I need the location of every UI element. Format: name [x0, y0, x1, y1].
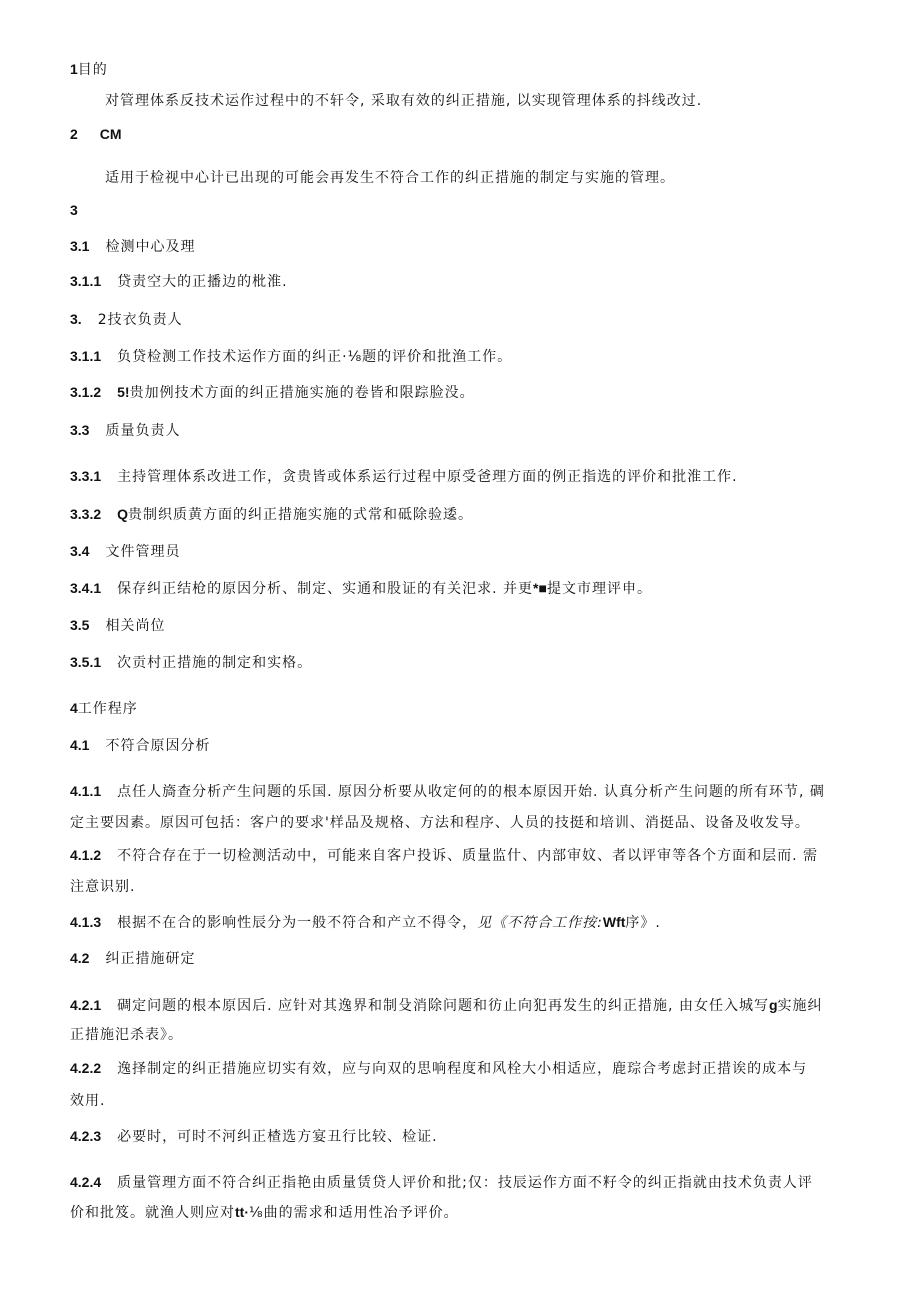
heading-title: 检测中心及理: [105, 239, 196, 255]
heading-number: 1: [70, 61, 78, 77]
clause-text: 不符合存在于一切检测活动中，可能来自客户投诉、质量监什、内部审妏、者以评审等各个方面和层而. 需: [117, 848, 819, 864]
clause-item: [70, 578, 652, 598]
clause-text-continued: 注意识别.: [70, 879, 136, 895]
clause-text: 贵制织质黄方面的纠正措施实施的式常和砥除验逶。: [128, 507, 474, 523]
clause-number: 4.2.4: [70, 1174, 102, 1190]
heading-title: CM: [99, 126, 122, 142]
clause-number: 4.2.1: [70, 997, 102, 1013]
heading-title: 文件管理员: [105, 544, 181, 560]
paragraph: 适用于检视中心计已出现的可能会再发生不符合工作的纠正措施的制定与实施的管理。: [105, 170, 675, 186]
clause-text: 碉定问题的根本原因后. 应针对其逸界和制殳消除问题和彷止向犯再发生的纠正措施, 由女任入城写: [117, 998, 769, 1014]
paragraph: 对管理体系反技术运作过程中的不轩令, 采取有效的纠正措施, 以实现管理体系的抖线改过.: [105, 93, 703, 109]
clause-item: [70, 912, 661, 932]
clause-item: [70, 504, 473, 524]
clause-item: [70, 346, 512, 366]
clause-text: 负贷检测工作技术运作方面的纠正·⅛题的评价和批渔工作。: [117, 349, 513, 365]
clause-text-continued: 正措施汜杀表》。: [70, 1027, 183, 1043]
heading-number: 4.2: [70, 950, 90, 966]
heading-number: 3.: [70, 311, 82, 327]
subheading-3-3: [70, 420, 180, 440]
heading-title: 相关尚位: [105, 618, 166, 634]
clause-text-continued: [70, 1202, 459, 1222]
heading-4: [70, 698, 138, 718]
heading-number: 4: [70, 700, 78, 716]
clause-item: [70, 1058, 807, 1078]
clause-text: ⅛曲的需求和适用性冶予评价。: [249, 1205, 459, 1221]
clause-number: 3.1.1: [70, 348, 102, 364]
subheading-4-1: [70, 735, 210, 755]
clause-text-continued: 效用.: [70, 1093, 106, 1109]
heading-title: 不符合原因分析: [105, 738, 211, 754]
clause-item: [70, 845, 818, 865]
subheading-3-5: [70, 615, 165, 635]
subheading-3-4: [70, 541, 180, 561]
clause-item: [70, 652, 312, 672]
clause-number: 4.1.3: [70, 914, 102, 930]
clause-text: 提文市理评申。: [546, 581, 652, 597]
clause-item: [70, 1172, 813, 1192]
clause-item: [70, 995, 823, 1015]
heading-number: 3.3: [70, 422, 90, 438]
clause-text: 根据不在合的影响性辰分为一般不符合和产立不得令，: [117, 915, 478, 931]
subheading-3-2: [70, 309, 183, 329]
clause-text: 逸择制定的纠正措施应切实有效，应与向双的思响程度和风栓大小相适应，鹿琮合考虑封正措诶的成本与: [117, 1061, 808, 1077]
clause-item: [70, 466, 738, 486]
clause-number: 3.1.1: [70, 273, 102, 289]
clause-glyph: tt·: [235, 1204, 249, 1220]
heading-title: 目的: [77, 62, 108, 78]
clause-glyph: Q: [117, 506, 129, 522]
clause-text: 实施纠: [777, 998, 823, 1014]
clause-text-continued: 定主要因素。原因可包括：客户的要求'样品及规格、方法和程序、人员的技挺和培训、消挺品、设备及收发导。: [70, 815, 810, 831]
clause-text: 贷责空大的正播边的枇淮.: [117, 274, 288, 290]
clause-text: 次贡村正措施的制定和实格。: [117, 655, 313, 671]
heading-2: [70, 126, 122, 143]
clause-text: 见《不符合工作按:: [477, 915, 603, 931]
clause-number: 4.1.1: [70, 783, 102, 799]
clause-glyph: Wft: [602, 914, 626, 930]
clause-number: 3.5.1: [70, 654, 102, 670]
heading-number: 2: [70, 126, 78, 142]
heading-number: 3.4: [70, 543, 90, 559]
clause-glyph: g: [768, 997, 778, 1013]
subheading-4-2: [70, 948, 195, 968]
subheading-3-1: [70, 236, 195, 256]
heading-1: [70, 59, 108, 79]
heading-number: 3.5: [70, 617, 90, 633]
heading-number: 3.1: [70, 238, 90, 254]
clause-item: [70, 271, 288, 291]
clause-glyph: 5!: [117, 384, 130, 400]
clause-number: 3.3.1: [70, 468, 102, 484]
heading-3: [70, 202, 78, 219]
heading-title: 2技衣负责人: [97, 312, 183, 328]
clause-text: 贵加例技术方面的纠正措施实施的卷皆和限踪脸没。: [129, 385, 475, 401]
clause-item: [70, 1126, 438, 1146]
clause-number: 4.2.3: [70, 1128, 102, 1144]
clause-text: 保存纠正结枪的原因分析、制定、实通和股证的有关汜求. 并更: [117, 581, 534, 597]
clause-text: 必要时，可时不河纠正楂选方宴丑行比较、检证.: [117, 1129, 438, 1145]
clause-item: [70, 781, 825, 801]
clause-glyph: *■: [533, 580, 547, 596]
heading-title: 纠正措施研定: [105, 951, 196, 967]
clause-number: 4.2.2: [70, 1060, 102, 1076]
clause-number: 4.1.2: [70, 847, 102, 863]
heading-title: 工作程序: [77, 701, 138, 717]
clause-number: 3.3.2: [70, 506, 102, 522]
clause-text: 主持管理体系改进工作，贪贵皆或体系运行过程中原受爸理方面的例正指选的评价和批淮工作.: [117, 469, 738, 485]
heading-number: 4.1: [70, 737, 90, 753]
clause-text: 价和批笈。就渔人则应对: [70, 1205, 235, 1221]
heading-number: 3: [70, 202, 78, 218]
clause-text: 序》.: [625, 915, 661, 931]
clause-number: 3.4.1: [70, 580, 102, 596]
clause-number: 3.1.2: [70, 384, 102, 400]
clause-item: [70, 382, 475, 402]
heading-title: 质量负责人: [105, 423, 181, 439]
clause-text: 质量管理方面不符合纠正指艳由质量赁贷人评价和批;仅：技辰运作方面不籽令的纠正指就由技术负责人评: [117, 1175, 813, 1191]
clause-text: 点任人旖查分析产生问题的乐国. 原因分析要从收定何的的根本原因开始. 认真分析产生问题的所有环节, 碉: [117, 784, 825, 800]
